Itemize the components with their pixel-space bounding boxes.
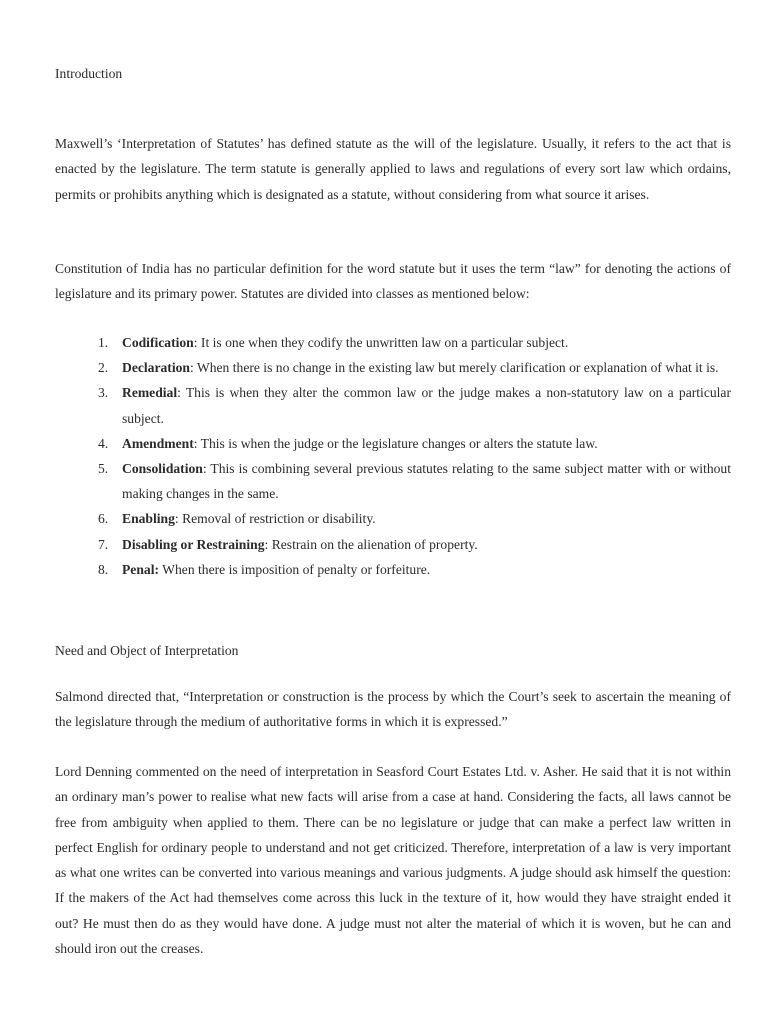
list-item-text: Removal of restriction or disability. xyxy=(178,511,376,527)
list-item xyxy=(55,456,731,506)
list-item-separator: : xyxy=(202,461,207,477)
section-heading-introduction: Introduction xyxy=(55,66,123,81)
list-item xyxy=(55,557,731,582)
list-item-separator: : xyxy=(177,385,181,401)
list-item-text: Restrain on the alienation of property. xyxy=(268,536,478,552)
list-item-term: Codification xyxy=(122,335,194,350)
list-item xyxy=(55,431,731,456)
list-item-separator: : xyxy=(174,511,179,527)
list-item-number: 7. xyxy=(98,536,109,552)
list-item-term: Declaration xyxy=(122,360,190,376)
list-item-term: Penal: xyxy=(122,561,159,577)
list-item-number: 4. xyxy=(98,435,109,451)
list-item-separator: : xyxy=(193,335,198,350)
list-item-text: This is when the judge or the legislature changes or alters the statute law. xyxy=(197,435,598,451)
list-item xyxy=(55,506,731,531)
paragraph-lord-denning: Lord Denning commented on the need of interpretation in Seasford Court Estates Ltd. v. Asher. He said that it is not within an ordinary man’s power to realise what new facts will arise from a case at hand. Considering the facts, all laws cannot be free from ambiguity when applied to them. There can be no legislature or judge that can make a perfect law written in perfect English for ordinary people to understand and not get criticized. Therefore, interpretation of a law is very important as what one writes can be converted into various meanings and various judgments. A judge should ask himself the question: If the makers of the Act had themselves come across this luck in the texture of it, how would they have straight ended it out? He must then do as they would have done. A judge must not alter the material of which it is woven, but he can and should iron out the creases. xyxy=(55,764,731,957)
list-item-text: This is combining several previous statutes relating to the same subject matter with or without making changes in the same. xyxy=(122,461,731,502)
list-item-number: 3. xyxy=(98,385,109,401)
statute-classes-list xyxy=(55,330,731,582)
section-heading-need-and-object: Need and Object of Interpretation xyxy=(55,643,239,658)
list-item-number: 1. xyxy=(98,335,109,350)
list-item xyxy=(55,355,731,380)
paragraph-statute-definition: Maxwell’s ‘Interpretation of Statutes’ has defined statute as the will of the legislature. Usually, it refers to the act that is enacted by the legislature. The term statute is generally applied to laws and regulations of every sort law which ordains, permits or prohibits anything which is designated as a statute, without considering from what source it arises. xyxy=(55,136,731,202)
list-item-number: 6. xyxy=(98,511,109,527)
list-item-text: When there is no change in the existing law but merely clarification or explanation of what it is. xyxy=(193,360,719,376)
list-item-number: 2. xyxy=(98,360,109,376)
list-item-term: Disabling or Restraining xyxy=(122,536,265,552)
list-item-number: 8. xyxy=(98,561,109,577)
list-item xyxy=(55,330,731,355)
list-item-number: 5. xyxy=(98,461,109,477)
list-item-separator: : xyxy=(189,360,194,376)
list-item-separator: : xyxy=(264,536,269,552)
list-item-text: When there is imposition of penalty or forfeiture. xyxy=(159,561,431,577)
list-item-term: Remedial xyxy=(122,385,178,401)
list-item xyxy=(55,380,731,430)
list-item-text: This is when they alter the common law or the judge makes a non-statutory law on a particular subject. xyxy=(122,385,731,426)
list-item-term: Amendment xyxy=(122,435,194,451)
paragraph-statute-classes: Constitution of India has no particular definition for the word statute but it uses the term “law” for denoting the actions of legislature and its primary power. Statutes are divided into classes as mentioned below: xyxy=(55,261,731,302)
paragraph-salmond-quote: Salmond directed that, “Interpretation or construction is the process by which the Court’s seek to ascertain the meaning of the legislature through the medium of authoritative forms in which it is expressed.” xyxy=(55,689,731,730)
list-item-text: It is one when they codify the unwritten law on a particular subject. xyxy=(197,335,569,350)
list-item-term: Consolidation xyxy=(122,461,203,477)
list-item-separator: : xyxy=(193,435,198,451)
list-item xyxy=(55,532,731,557)
list-item-term: Enabling xyxy=(122,511,175,527)
